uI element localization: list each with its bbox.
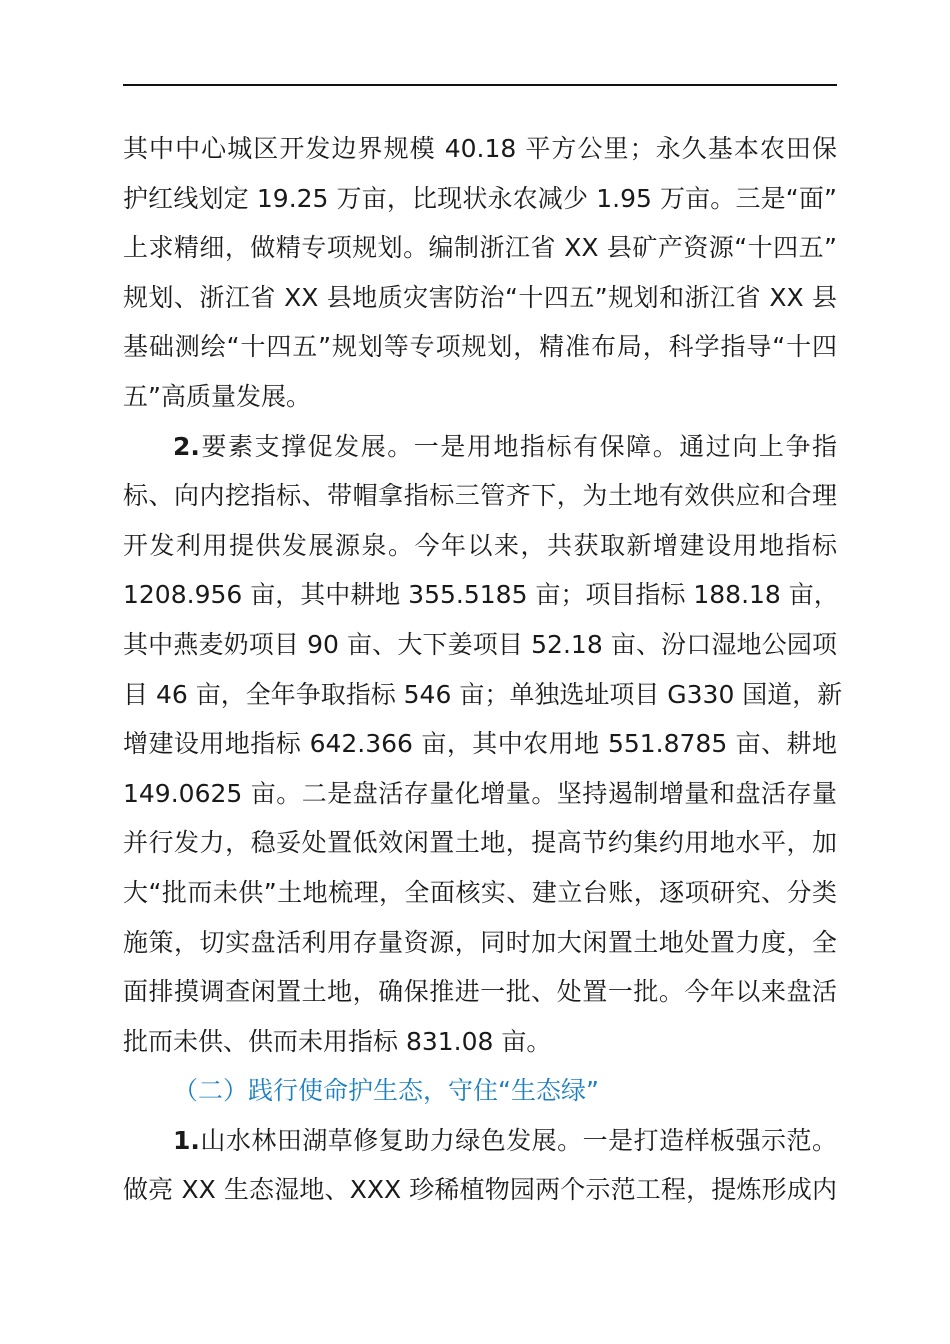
header-rule xyxy=(123,84,837,86)
paragraph-line: 施策，切实盘活利用存量资源，同时加大闲置土地处置力度，全 xyxy=(123,927,837,957)
paragraph-line: 护红线划定 19.25 万亩，比现状永农减少 1.95 万亩。三是“面” xyxy=(123,183,837,213)
paragraph-line: 其中燕麦奶项目 90 亩、大下姜项目 52.18 亩、汾口湿地公园项 xyxy=(123,629,837,659)
paragraph-line: 规划、浙江省 XX 县地质灾害防治“十四五”规划和浙江省 XX 县 xyxy=(123,282,837,312)
paragraph-line: 并行发力，稳妥处置低效闲置土地，提高节约集约用地水平，加 xyxy=(123,828,837,858)
paragraph-line: 五”高质量发展。 xyxy=(123,381,311,411)
paragraph-line: 标、向内挖指标、带帽拿指标三管齐下，为土地有效供应和合理 xyxy=(123,481,837,511)
item-number: 1. xyxy=(173,1125,200,1155)
paragraph-line: 做亮 XX 生态湿地、XXX 珍稀植物园两个示范工程，提炼形成内 xyxy=(123,1175,837,1205)
paragraph-text: 山水林田湖草修复助力绿色发展。一是打造样板强示范。 xyxy=(199,1125,837,1155)
paragraph-line: 大“批而未供”土地梳理，全面核实、建立台账，逐项研究、分类 xyxy=(123,877,837,907)
paragraph-line: 增建设用地指标 642.366 亩，其中农用地 551.8785 亩、耕地 xyxy=(123,729,837,759)
paragraph-line: 面排摸调查闲置土地，确保推进一批、处置一批。今年以来盘活 xyxy=(123,977,837,1007)
paragraph-text: 要素支撑促发展。一是用地指标有保障。通过向上争指 xyxy=(199,431,837,461)
paragraph-line: 目 46 亩，全年争取指标 546 亩；单独选址项目 G330 国道，新 xyxy=(123,679,843,709)
document-body xyxy=(123,124,843,1215)
paragraph-line: 其中中心城区开发边界规模 40.18 平方公里；永久基本农田保 xyxy=(123,134,837,163)
paragraph-line: 149.0625 亩。二是盘活存量化增量。坚持遏制增量和盘活存量 xyxy=(123,778,837,808)
paragraph-line: 基础测绘“十四五”规划等专项规划，精准布局，科学指导“十四 xyxy=(123,332,837,362)
item-number: 2. xyxy=(173,431,200,461)
paragraph-first-line xyxy=(123,422,837,472)
paragraph-first-line xyxy=(123,1116,837,1166)
paragraph-line: 1208.956 亩，其中耕地 355.5185 亩；项目指标 188.18 亩， xyxy=(123,580,839,610)
paragraph-line: 开发利用提供发展源泉。今年以来，共获取新增建设用地指标 xyxy=(123,530,837,560)
paragraph-line: 上求精细，做精专项规划。编制浙江省 XX 县矿产资源“十四五” xyxy=(123,233,837,263)
paragraph-line: 批而未供、供而未用指标 831.08 亩。 xyxy=(123,1026,552,1056)
section-heading: （二）践行使命护生态，守住“生态绿” xyxy=(173,1076,599,1106)
